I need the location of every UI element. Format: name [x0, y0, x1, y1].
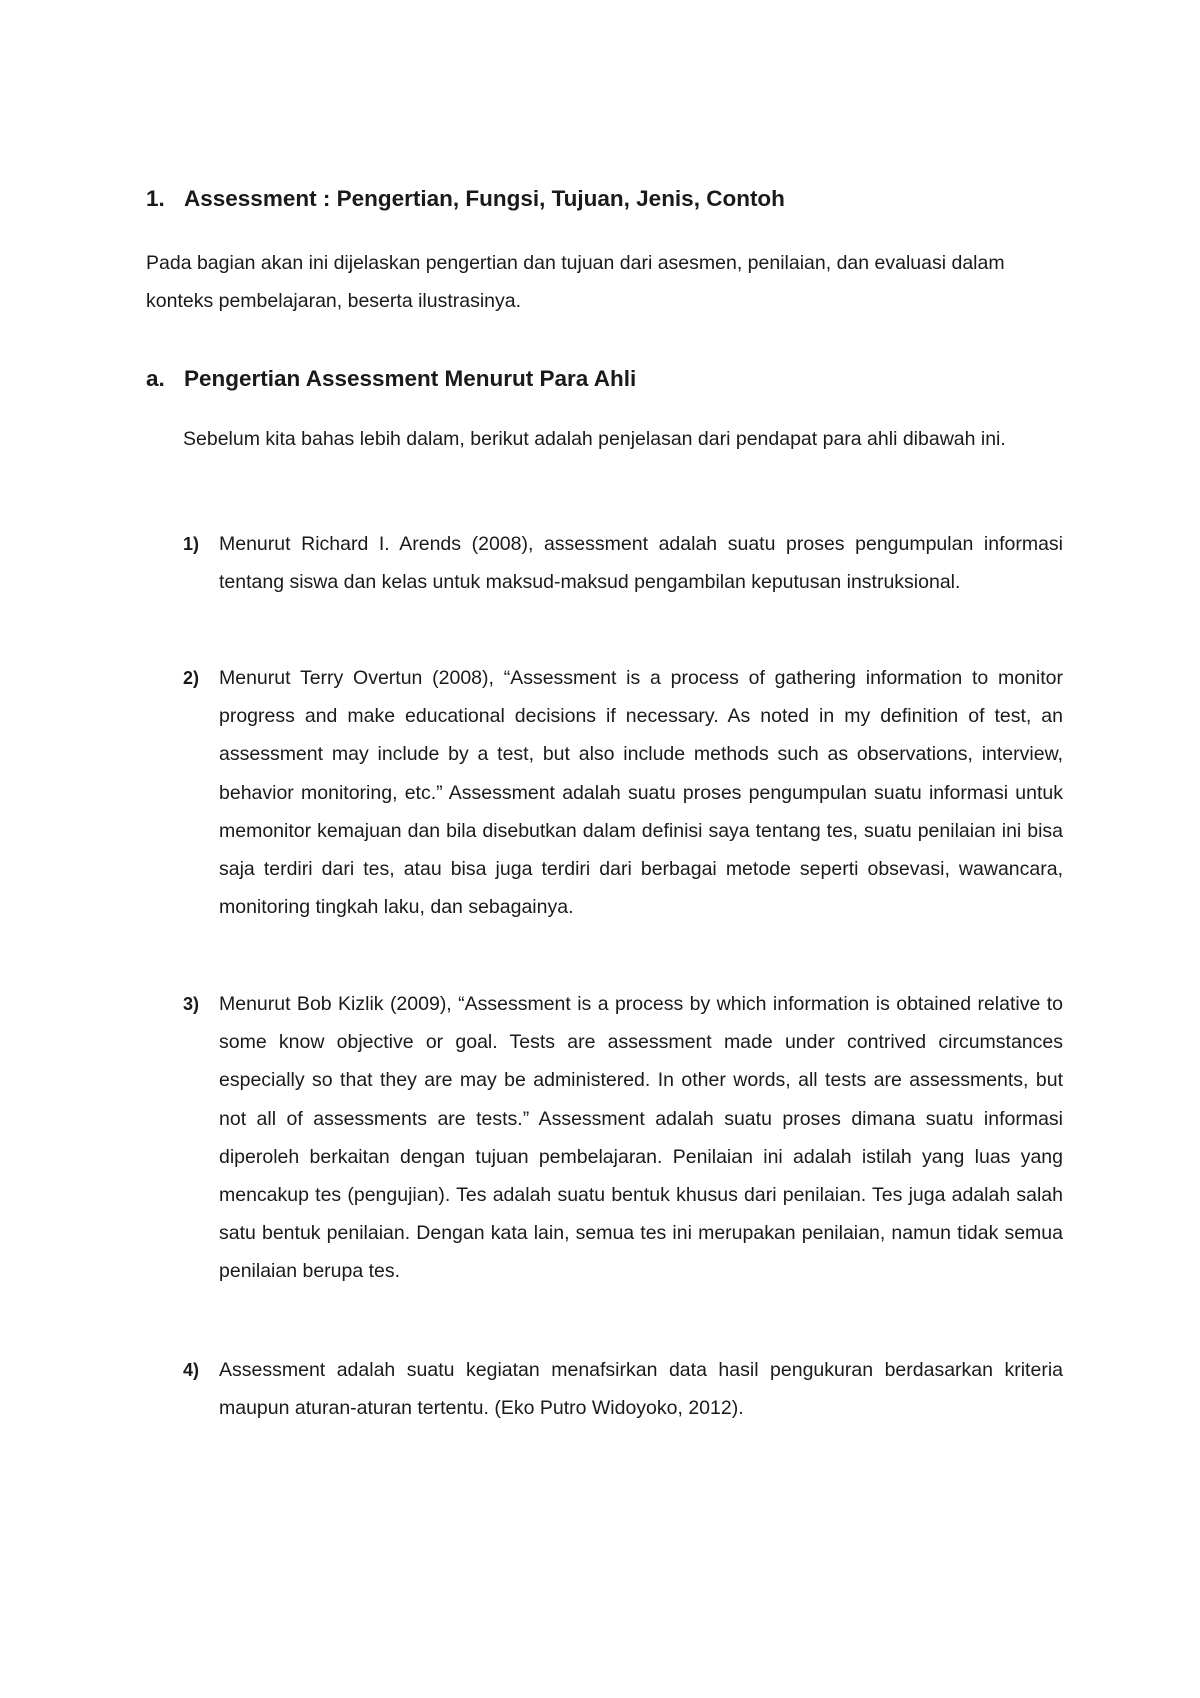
list-item-number: 4) [183, 1360, 200, 1380]
subsection-intro: Sebelum kita bahas lebih dalam, berikut adalah penjelasan dari pendapat para ahli dibawah ini. [183, 428, 1006, 450]
list-item-number: 2) [183, 668, 200, 688]
subsection-number: a. [146, 366, 165, 391]
list-item-text: Menurut Bob Kizlik (2009), “Assessment is a process by which information is obtained relative to some know objective or goal. Tests are assessment made under contrived circumstances especially so that they are may be administered. In other words, all tests are assessments, but not all of assessments are tests.” Assessment adalah suatu proses dimana suatu informasi diperoleh berkaitan dengan tujuan pembelajaran. Penilaian ini adalah istilah yang luas yang mencakup tes (pengujian). Tes adalah suatu bentuk khusus dari penilaian. Tes juga adalah salah satu bentuk penilaian. Dengan kata lain, semua tes ini merupakan penilaian, namun tidak semua penilaian berupa tes. [219, 993, 1063, 1283]
list-item-text: Menurut Terry Overtun (2008), “Assessment is a process of gathering information to monitor progress and make educational decisions if necessary. As noted in my definition of test, an assessment may include by a test, but also include methods such as observations, interview, behavior monitoring, etc.” Assessment adalah suatu proses pengumpulan suatu informasi untuk memonitor kemajuan dan bila disebutkan dalam definisi saya tentang tes, suatu penilaian ini bisa saja terdiri dari tes, atau bisa juga terdiri dari berbagai metode seperti obsevasi, wawancara, monitoring tingkah laku, dan sebagainya. [219, 667, 1063, 919]
section-intro: Pada bagian akan ini dijelaskan pengertian dan tujuan dari asesmen, penilaian, dan evaluasi dalam konteks pembelajaran, beserta ilustrasinya. [146, 252, 1005, 312]
list-item-3 [183, 985, 1063, 1291]
list-item-4 [183, 1351, 1063, 1427]
list-item-1 [183, 525, 1063, 601]
subsection-title: Pengertian Assessment Menurut Para Ahli [184, 366, 637, 391]
subsection-heading [146, 364, 1066, 394]
list-item-2 [183, 659, 1063, 926]
section-number: 1. [146, 186, 165, 211]
section-title: Assessment : Pengertian, Fungsi, Tujuan, Jenis, Contoh [184, 186, 785, 211]
section-heading [146, 184, 1066, 214]
list-item-text: Menurut Richard I. Arends (2008), assessment adalah suatu proses pengumpulan informasi tentang siswa dan kelas untuk maksud-maksud pengambilan keputusan instruksional. [219, 533, 1063, 594]
list-item-number: 3) [183, 994, 200, 1014]
list-item-number: 1) [183, 534, 200, 554]
list-item-text: Assessment adalah suatu kegiatan menafsirkan data hasil pengukuran berdasarkan kriteria maupun aturan-aturan tertentu. (Eko Putro Widoyoko, 2012). [219, 1359, 1063, 1420]
